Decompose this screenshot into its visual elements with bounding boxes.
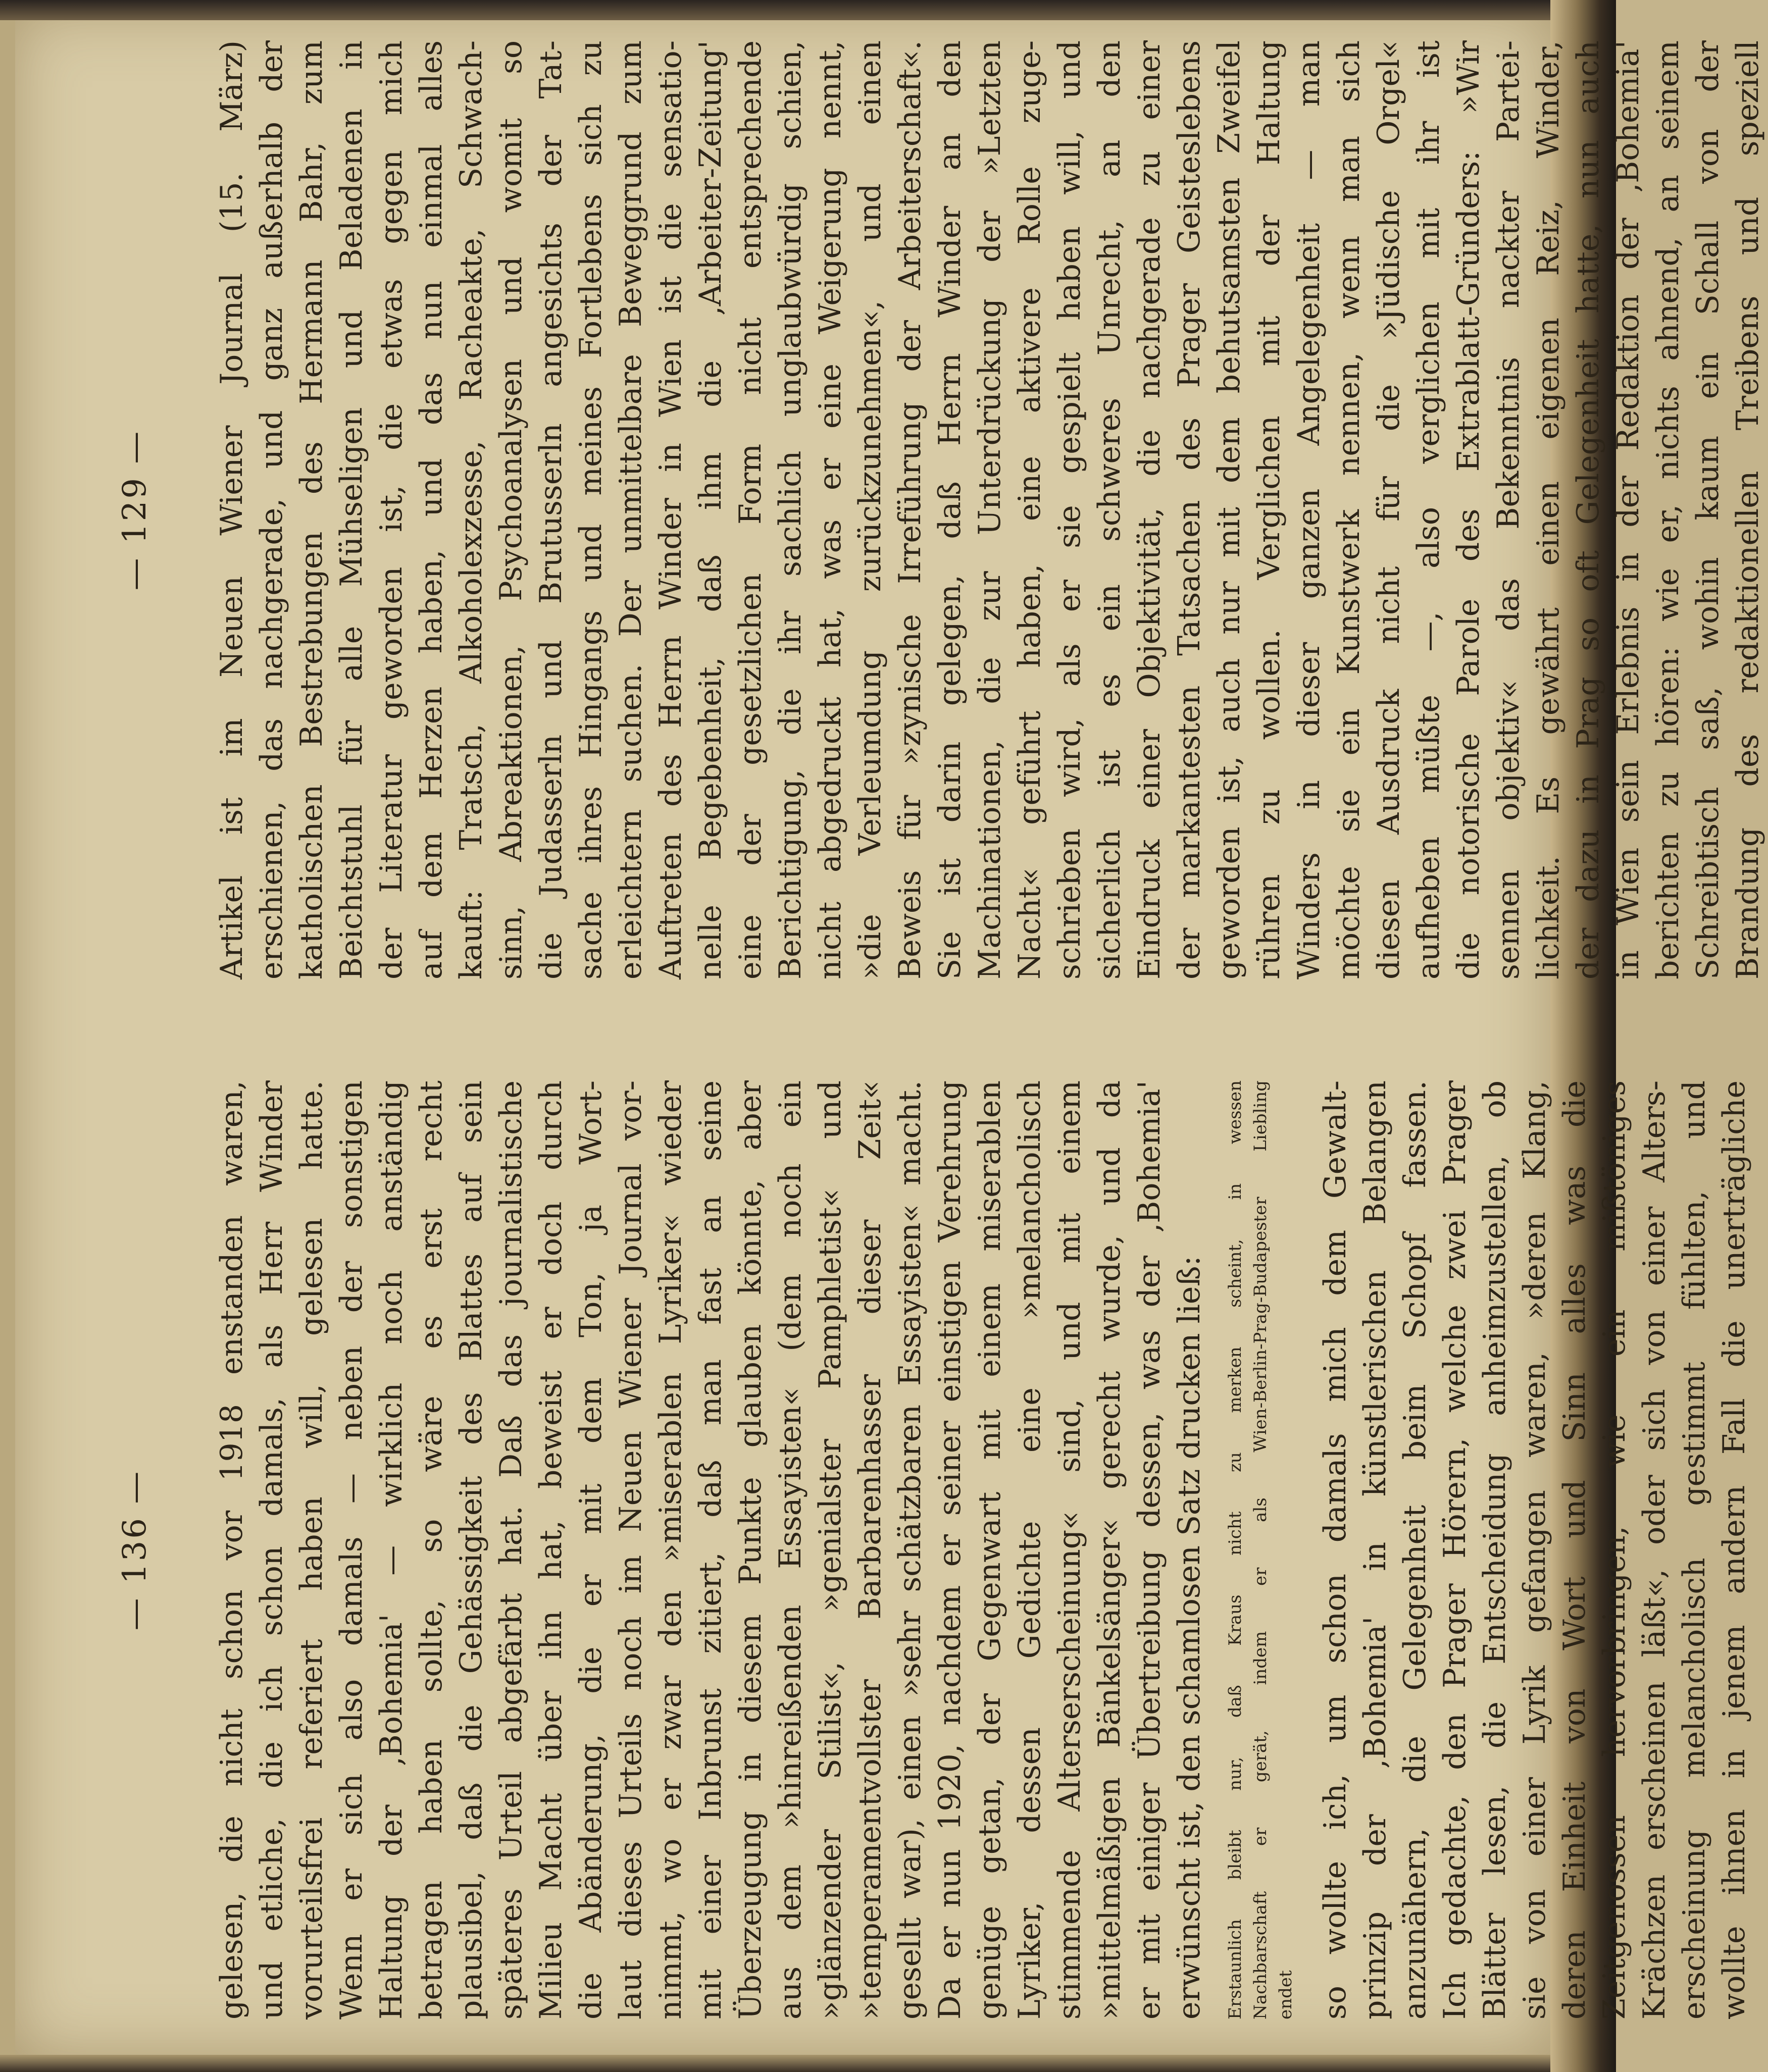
text-line: auf dem Herzen haben, und das nun einmal alles (414, 40, 449, 979)
text-line: Nacht« geführt haben, eine aktivere Rolle zuge- (1012, 40, 1047, 979)
text-line: »glänzender Stilist«, »genialster Pamphletist« und (813, 1080, 848, 2019)
text-line: die Abänderung, die er mit dem Ton, ja Wort- (573, 1080, 609, 2019)
text-line: nicht abgedruckt hat, was er eine Weigerung nennt, (813, 40, 848, 979)
text-line: mit einer Inbrunst zitiert, daß man fast an seine (693, 1080, 728, 2019)
text-line: Beichtstuhl für alle Mühseligen und Beladenen in (334, 40, 369, 979)
text-line: erscheinung melancholisch gestimmt fühlten, und (1677, 1080, 1712, 2019)
text-line: »mittelmäßigen Bänkelsänger« gerecht wurde, und da (1092, 1080, 1127, 2019)
text-line: vorurteilsfrei referiert haben will, gelesen hatte. (294, 1080, 329, 2019)
text-line: eine der gesetzlichen Form nicht entsprechende (733, 40, 768, 979)
left-page (40, 1080, 1752, 2019)
text-line: prinzip der ‚Bohemia' in künstlerischen Belangen (1357, 1080, 1393, 2019)
text-line: der Literatur geworden ist, die etwas gegen mich (374, 40, 409, 979)
text-line: Da er nun 1920, nachdem er seiner einstigen Verehrung (932, 1080, 968, 2019)
text-line: geworden ist, auch nur mit dem behutsamsten Zweifel (1211, 40, 1247, 979)
text-line: Krächzen erscheinen läßt«, oder sich von einer Alters- (1637, 1080, 1672, 2019)
text-line: Machinationen, die zur Unterdrückung der »Letzten (972, 40, 1007, 979)
text-line: diesen Ausdruck nicht für die »Jüdische Orgel« (1371, 40, 1406, 979)
text-line: betragen haben sollte, so wäre es erst recht (414, 1080, 449, 2019)
text-line: sie von einer Lyrik gefangen waren, »deren Klang, (1517, 1080, 1552, 2019)
text-line: anzunähern, die Gelegenheit beim Schopf fassen. (1397, 1080, 1433, 2019)
text-line: Artikel ist im Neuen Wiener Journal (15. März) (214, 40, 249, 979)
text-line: erschienen, das nachgerade, und ganz außerhalb der (254, 40, 289, 979)
text-line: der dazu in Prag so oft Gelegenheit hatte, nun auch (1571, 40, 1606, 979)
text-line: Schreibtisch saß, wohin kaum ein Schall von der (1690, 40, 1726, 979)
text-line: Sie ist darin gelegen, daß Herrn Winder an den (932, 40, 968, 979)
text-line: »die Verleumdung zurückzunehmen«, und einen (852, 40, 888, 979)
text-line: Blätter lesen, die Entscheidung anheimzustellen, ob (1477, 1080, 1512, 2019)
text-line: kauft: Tratsch, Alkoholexzesse, Racheakte, Schwach- (453, 40, 489, 979)
text-line: rühren zu wollen. Verglichen mit der Haltung (1251, 40, 1287, 979)
footnote (1223, 1080, 1298, 2019)
text-line: er mit einiger Übertreibung dessen, was der ‚Bohemia' (1132, 1080, 1167, 2019)
text-line: nelle Begebenheit, daß ihm die ‚Arbeiter-Zeitung' (693, 40, 728, 979)
left-page-body (212, 1080, 1754, 2019)
text-line: aus dem »hinreißenden Essayisten« (dem noch ein (773, 1080, 808, 2019)
text-line: gelesen, die nicht schon vor 1918 enstanden waren, (214, 1080, 249, 2019)
rotated-page-content (40, 20, 1765, 2040)
footnote-line: Nachbarschaft er gerät, indem er als Wien-Berlin-Prag-Budapester Liebling (1250, 1080, 1271, 2019)
page-number: — 136 — (116, 1469, 154, 1631)
text-line: und etliche, die ich schon damals, als Herr Winder (254, 1080, 289, 2019)
text-line: gesellt war), einen »sehr schätzbaren Essayisten« macht. (892, 1080, 928, 2019)
text-line: genüge getan, der Gegenwart mit einem miserablen (972, 1080, 1007, 2019)
text-line: so wollte ich, um schon damals mich dem Gewalt- (1318, 1080, 1353, 2019)
page-number: — 129 — (116, 429, 154, 591)
text-line: möchte sie ein Kunstwerk nennen, wenn man sich (1331, 40, 1367, 979)
text-line: berichten zu hören: wie er, nichts ahnend, an seinem (1650, 40, 1686, 979)
right-page-body (212, 40, 1768, 979)
text-line: wollte ihnen in jenem andern Fall die unerträgliche (1716, 1080, 1752, 2019)
text-line: aufheben müßte —, also verglichen mit ihr ist (1411, 40, 1446, 979)
text-line: Lyriker, dessen Gedichte eine »melancholisch (1012, 1080, 1047, 2019)
text-line: Zeitgenossen hervorbringen, wie ein mißtöniges (1597, 1080, 1632, 2019)
text-line: Wenn er sich also damals — neben der sonstigen (334, 1080, 369, 2019)
scanner-edge-bottom (0, 2055, 1616, 2072)
right-page (40, 40, 1765, 979)
footnote-line: endet (1276, 1970, 1296, 2019)
text-line: Ich gedachte, den Prager Hörern, welche zwei Prager (1437, 1080, 1473, 2019)
text-line: erwünscht ist, den schamlosen Satz drucken ließ: (1172, 1256, 1207, 2019)
text-line: Winders in dieser ganzen Angelegenheit — man (1291, 40, 1327, 979)
text-line: Brandung des redaktionellen Treibens und speziell (1730, 40, 1765, 979)
text-line: Haltung der ‚Bohemia' — wirklich noch anständig (374, 1080, 409, 2019)
text-line: sinn, Abreaktionen, Psychoanalysen und womit so (493, 40, 529, 979)
text-line: plausibel, daß die Gehässigkeit des Blattes auf sein (453, 1080, 489, 2019)
text-line: Milieu Macht über ihn hat, beweist er doch durch (533, 1080, 569, 2019)
text-line: Eindruck einer Objektivität, die nachgerade zu einer (1132, 40, 1167, 979)
text-line: die notorische Parole des Extrablatt-Gründers: »Wir (1451, 40, 1486, 979)
text-line: Überzeugung in diesem Punkte glauben könnte, aber (733, 1080, 768, 2019)
text-line: lichkeit. Es gewährt einen eigenen Reiz, Winder, (1531, 40, 1566, 979)
text-line: in Wien sein Erlebnis in der Redaktion der ‚Bohemia' (1610, 40, 1646, 979)
text-line: stimmende Alterserscheinung« sind, und mit einem (1052, 1080, 1087, 2019)
text-line: schrieben wird, als er sie gespielt haben will, und (1052, 40, 1087, 979)
paragraph (1316, 1080, 1754, 2019)
text-line: »temperamentvollster Barbarenhasser dieser Zeit« (852, 1080, 888, 2019)
text-line: nimmt, wo er zwar den »miserablen Lyriker« wieder (653, 1080, 688, 2019)
text-line: späteres Urteil abgefärbt hat. Daß das journalistische (493, 1080, 529, 2019)
scanner-edge-top (0, 0, 1616, 20)
text-line: Beweis für »zynische Irreführung der Arbeiterschaft«. (892, 40, 928, 979)
text-line: deren Einheit von Wort und Sinn alles was die (1557, 1080, 1592, 2019)
text-line: sicherlich ist es ein schweres Unrecht, an den (1092, 40, 1127, 979)
text-line: katholischen Bestrebungen des Hermann Bahr, zum (294, 40, 329, 979)
footnote-line: Erstaunlich bleibt nur, daß Kraus nicht zu merken scheint, in wessen (1225, 1080, 1245, 2019)
text-line: sennen objektiv« das Bekenntnis nackter Partei- (1491, 40, 1526, 979)
text-line: der markantesten Tatsachen des Prager Geisteslebens (1172, 40, 1207, 979)
text-line: Berichtigung, die ihr sachlich unglaubwürdig schien, (773, 40, 808, 979)
text-line: Auftreten des Herrn Winder in Wien ist die sensatio- (653, 40, 688, 979)
paragraph (212, 1080, 1209, 2019)
text-line: erleichtern suchen. Der unmittelbare Beweggrund zum (613, 40, 648, 979)
text-line: laut dieses Urteils noch im Neuen Wiener Journal vor- (613, 1080, 648, 2019)
text-line: sache ihres Hingangs und meines Fortlebens sich zu (573, 40, 609, 979)
paragraph (212, 40, 1768, 979)
text-line: die Judasserln und Brutusserln angesichts der Tat- (533, 40, 569, 979)
